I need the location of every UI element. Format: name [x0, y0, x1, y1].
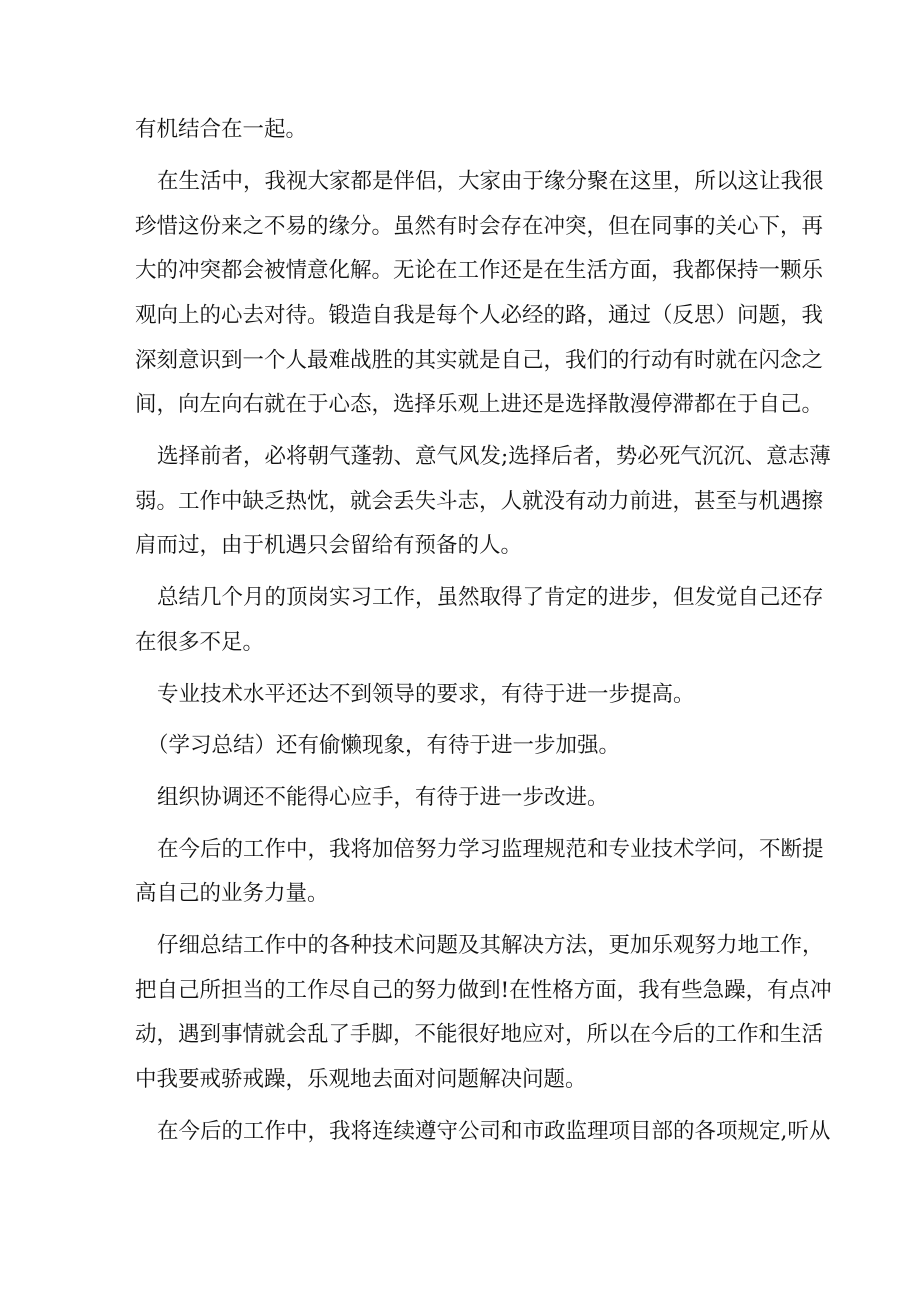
body-text-line: 在生活中，我视大家都是伴侣，大家由于缘分聚在这里，所以这让我很 [157, 169, 824, 194]
body-text-line: 专业技术水平还达不到领导的要求，有待于进一步提高。 [157, 682, 695, 707]
body-text-line: 中我要戒骄戒躁，乐观地去面对问题解决问题。 [135, 1067, 587, 1092]
body-text-line: 高自己的业务力量。 [135, 881, 329, 906]
body-text-line: 动，遇到事情就会乱了手脚，不能很好地应对，所以在今后的工作和生活 [135, 1022, 824, 1047]
body-text-line: 观向上的心去对待。锻造自我是每个人必经的路，通过（反思）问题，我 [135, 303, 824, 328]
body-text-line: 总结几个月的顶岗实习工作，虽然取得了肯定的进步，但发觉自己还存 [157, 585, 824, 610]
body-text-line: 组织协调还不能得心应手，有待于进一步改进。 [157, 785, 609, 810]
body-text-line: 有机结合在一起。 [135, 117, 308, 142]
body-text-line: 在很多不足。 [135, 630, 265, 655]
body-text-line: 大的冲突都会被情意化解。无论在工作还是在生活方面，我都保持一颗乐 [135, 258, 824, 283]
body-text-line: 珍惜这份来之不易的缘分。虽然有时会存在冲突，但在同事的关心下，再 [135, 214, 824, 239]
body-text-line: 弱。工作中缺乏热忱，就会丢失斗志，人就没有动力前进，甚至与机遇擦 [135, 489, 824, 514]
body-text-line: 选择前者，必将朝气蓬勃、意气风发;选择后者，势必死气沉沉、意志薄 [157, 444, 831, 469]
body-text-line: 在今后的工作中，我将连续遵守公司和市政监理项目部的各项规定,听从 [157, 1119, 831, 1144]
body-text-line: 肩而过，由于机遇只会留给有预备的人。 [135, 533, 523, 558]
body-text-line: 把自己所担当的工作尽自己的努力做到!在性格方面，我有些急躁，有点冲 [135, 978, 832, 1003]
body-text-line: 间，向左向右就在于心态，选择乐观上进还是选择散漫停滞都在于自己。 [135, 392, 824, 417]
body-text-line: 在今后的工作中，我将加倍努力学习监理规范和专业技术学问，不断提 [157, 837, 824, 862]
body-text-line: 深刻意识到一个人最难战胜的其实就是自己，我们的行动有时就在闪念之 [135, 348, 824, 373]
body-text-line: 仔细总结工作中的各种技术问题及其解决方法，更加乐观努力地工作， [157, 933, 824, 958]
body-text-line: （学习总结）还有偷懒现象，有待于进一步加强。 [147, 733, 621, 758]
